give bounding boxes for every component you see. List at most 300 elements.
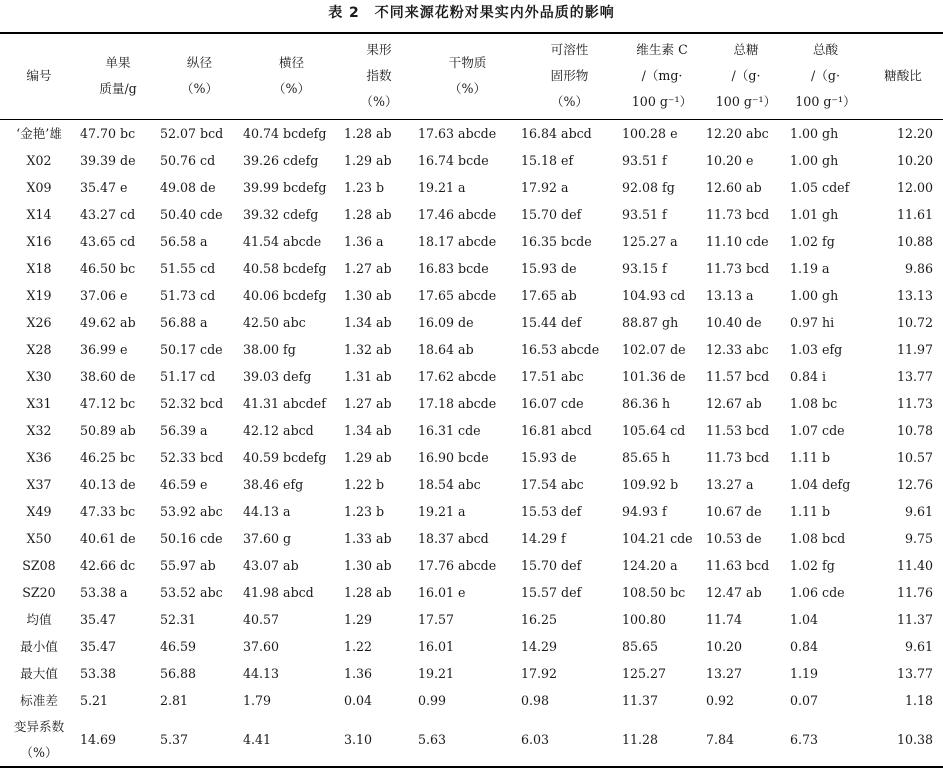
table-cell: 1.08 bcd bbox=[790, 530, 846, 546]
column-header bbox=[0, 33, 78, 119]
table-cell: 13.27 bbox=[706, 665, 743, 681]
table-cell: 18.37 abcd bbox=[418, 530, 489, 546]
table-cell: 4.41 bbox=[243, 731, 272, 747]
column-header bbox=[342, 33, 416, 119]
row-label-cell: 最小值 bbox=[20, 638, 58, 654]
table-cell: 40.13 de bbox=[80, 476, 136, 492]
table-cell: 35.47 bbox=[80, 611, 117, 627]
column-header-line: 100 g⁻¹） bbox=[715, 94, 777, 110]
row-label-cell: X36 bbox=[26, 449, 52, 465]
row-label-cell: SZ20 bbox=[22, 584, 56, 600]
table-cell: 0.92 bbox=[706, 692, 735, 708]
table-cell: 36.99 e bbox=[80, 341, 128, 357]
table-cell: 11.37 bbox=[896, 611, 933, 627]
row-label-cell: X32 bbox=[26, 422, 52, 438]
table-cell: 10.78 bbox=[896, 422, 933, 438]
column-header-line: （%） bbox=[180, 81, 219, 97]
column-header-line: /（g· bbox=[731, 68, 761, 84]
column-header-line: （%） bbox=[448, 81, 487, 97]
table-cell: 93.15 f bbox=[622, 260, 667, 276]
table-row bbox=[0, 498, 943, 525]
table-cell: 1.23 b bbox=[344, 179, 385, 195]
table-cell: 1.33 ab bbox=[344, 530, 392, 546]
table-cell: 1.30 ab bbox=[344, 287, 392, 303]
table-cell: 1.30 ab bbox=[344, 557, 392, 573]
table-row bbox=[0, 444, 943, 471]
table-cell: 1.11 b bbox=[790, 449, 831, 465]
table-cell: 12.47 ab bbox=[706, 584, 762, 600]
table-cell: 1.00 gh bbox=[790, 125, 839, 141]
table-cell: 37.60 g bbox=[243, 530, 292, 546]
table-cell: 50.40 cde bbox=[160, 206, 223, 222]
table-cell: 16.74 bcde bbox=[418, 152, 489, 168]
table-cell: 53.38 bbox=[80, 665, 117, 681]
table-cell: 2.81 bbox=[160, 692, 189, 708]
table-cell: 1.31 ab bbox=[344, 368, 392, 384]
table-cell: 85.65 h bbox=[622, 449, 671, 465]
row-label-cell: 均值 bbox=[26, 611, 52, 627]
table-cell: 39.99 bcdefg bbox=[243, 179, 327, 195]
table-cell: 13.27 a bbox=[706, 476, 754, 492]
table-cell: 40.59 bcdefg bbox=[243, 449, 327, 465]
table-cell: 109.92 b bbox=[622, 476, 679, 492]
table-cell: 108.50 bc bbox=[622, 584, 686, 600]
column-header bbox=[788, 33, 863, 119]
table-cell: 16.01 bbox=[418, 638, 455, 654]
table-cell: 12.20 bbox=[896, 125, 933, 141]
table-cell: 0.98 bbox=[521, 692, 550, 708]
table-cell: 51.73 cd bbox=[160, 287, 216, 303]
table-cell: 93.51 f bbox=[622, 152, 667, 168]
table-row bbox=[0, 633, 943, 660]
table-cell: 1.29 ab bbox=[344, 449, 392, 465]
column-header bbox=[241, 33, 342, 119]
table-cell: 52.31 bbox=[160, 611, 197, 627]
table-cell: 1.06 cde bbox=[790, 584, 845, 600]
row-label-cell: X37 bbox=[26, 476, 52, 492]
column-header-line: 维生素 C bbox=[636, 42, 688, 58]
table-cell: 15.44 def bbox=[521, 314, 582, 330]
table-cell: 49.62 ab bbox=[80, 314, 136, 330]
table-cell: 38.00 fg bbox=[243, 341, 296, 357]
table-cell: 39.32 cdefg bbox=[243, 206, 319, 222]
table-cell: 1.19 a bbox=[790, 260, 830, 276]
table-cell: 1.03 efg bbox=[790, 341, 843, 357]
table-cell: 1.07 cde bbox=[790, 422, 845, 438]
table-cell: 42.12 abcd bbox=[243, 422, 314, 438]
column-header bbox=[519, 33, 620, 119]
table-cell: 38.46 efg bbox=[243, 476, 304, 492]
table-cell: 44.13 a bbox=[243, 503, 291, 519]
table-cell: 17.76 abcde bbox=[418, 557, 497, 573]
table-cell: 16.01 e bbox=[418, 584, 466, 600]
table-cell: 15.93 de bbox=[521, 449, 577, 465]
column-header-line: 糖酸比 bbox=[884, 68, 922, 84]
table-cell: 19.21 bbox=[418, 665, 455, 681]
table-cell: 17.51 abc bbox=[521, 368, 584, 384]
table-cell: 41.98 abcd bbox=[243, 584, 314, 600]
table-cell: 13.77 bbox=[896, 665, 933, 681]
table-cell: 1.04 bbox=[790, 611, 819, 627]
table-body bbox=[0, 119, 943, 767]
table-cell: 18.54 abc bbox=[418, 476, 481, 492]
table-cell: 41.31 abcdef bbox=[243, 395, 326, 411]
table-cell: 16.35 bcde bbox=[521, 233, 592, 249]
table-cell: 9.86 bbox=[904, 260, 933, 276]
row-label-cell: ‘金艳’雄 bbox=[16, 125, 62, 141]
table-cell: 47.70 bc bbox=[80, 125, 136, 141]
column-header-line: （%） bbox=[360, 94, 398, 110]
table-cell: 16.81 abcd bbox=[521, 422, 592, 438]
table-cell: 15.93 de bbox=[521, 260, 577, 276]
table-cell: 50.17 cde bbox=[160, 341, 223, 357]
row-label-cell: X16 bbox=[26, 233, 52, 249]
table-cell: 46.25 bc bbox=[80, 449, 136, 465]
table-cell: 43.27 cd bbox=[80, 206, 136, 222]
table-cell: 1.05 cdef bbox=[790, 179, 850, 195]
table-cell: 37.60 bbox=[243, 638, 280, 654]
table-cell: 13.13 bbox=[896, 287, 933, 303]
table-cell: 5.63 bbox=[418, 731, 447, 747]
row-label-cell: X28 bbox=[26, 341, 52, 357]
table-cell: 12.33 abc bbox=[706, 341, 769, 357]
table-row bbox=[0, 147, 943, 174]
table-cell: 10.57 bbox=[896, 449, 933, 465]
table-cell: 55.97 ab bbox=[160, 557, 216, 573]
table-cell: 1.08 bc bbox=[790, 395, 838, 411]
table-cell: 43.07 ab bbox=[243, 557, 299, 573]
table-cell: 15.70 def bbox=[521, 557, 582, 573]
table-cell: 19.21 a bbox=[418, 503, 466, 519]
table-cell: 1.23 b bbox=[344, 503, 385, 519]
table-cell: 0.99 bbox=[418, 692, 447, 708]
column-header-line: 单果 bbox=[105, 55, 131, 71]
table-cell: 10.20 e bbox=[706, 152, 754, 168]
column-header-line: （%） bbox=[272, 81, 311, 97]
table-cell: 1.02 fg bbox=[790, 233, 835, 249]
table-cell: 42.50 abc bbox=[243, 314, 306, 330]
table-cell: 12.60 ab bbox=[706, 179, 762, 195]
row-label-cell: X50 bbox=[26, 530, 52, 546]
quality-data-table bbox=[0, 32, 943, 768]
table-cell: 11.73 bcd bbox=[706, 206, 770, 222]
table-cell: 1.79 bbox=[243, 692, 272, 708]
table-cell: 1.00 gh bbox=[790, 287, 839, 303]
column-header bbox=[78, 33, 158, 119]
table-cell: 15.57 def bbox=[521, 584, 582, 600]
table-cell: 11.74 bbox=[706, 611, 743, 627]
table-cell: 1.19 bbox=[790, 665, 819, 681]
table-cell: 37.06 e bbox=[80, 287, 128, 303]
table-cell: 16.25 bbox=[521, 611, 558, 627]
table-cell: 10.20 bbox=[896, 152, 933, 168]
table-cell: 17.92 a bbox=[521, 179, 569, 195]
table-cell: 93.51 f bbox=[622, 206, 667, 222]
row-label-cell: 最大值 bbox=[20, 665, 58, 681]
column-header-line: 纵径 bbox=[186, 55, 213, 71]
table-cell: 1.00 gh bbox=[790, 152, 839, 168]
table-cell: 16.90 bcde bbox=[418, 449, 489, 465]
table-cell: 56.58 a bbox=[160, 233, 208, 249]
table-cell: 125.27 a bbox=[622, 233, 678, 249]
table-cell: 42.66 dc bbox=[80, 557, 136, 573]
table-cell: 40.57 bbox=[243, 611, 280, 627]
table-cell: 10.53 de bbox=[706, 530, 762, 546]
table-cell: 53.52 abc bbox=[160, 584, 223, 600]
table-cell: 11.37 bbox=[622, 692, 659, 708]
table-cell: 16.53 abcde bbox=[521, 341, 600, 357]
table-cell: 14.29 f bbox=[521, 530, 566, 546]
table-cell: 17.57 bbox=[418, 611, 455, 627]
table-cell: 39.39 de bbox=[80, 152, 136, 168]
table-cell: 17.62 abcde bbox=[418, 368, 497, 384]
table-cell: 100.80 bbox=[622, 611, 667, 627]
table-cell: 17.63 abcde bbox=[418, 125, 497, 141]
table-cell: 52.07 bcd bbox=[160, 125, 224, 141]
table-cell: 10.67 de bbox=[706, 503, 762, 519]
table-row bbox=[0, 579, 943, 606]
table-cell: 0.84 i bbox=[790, 368, 827, 384]
table-cell: 5.37 bbox=[160, 731, 189, 747]
table-cell: 1.27 ab bbox=[344, 395, 392, 411]
table-cell: 101.36 de bbox=[622, 368, 686, 384]
table-cell: 12.00 bbox=[896, 179, 933, 195]
column-header-line: /（mg· bbox=[641, 68, 683, 84]
table-cell: 11.28 bbox=[622, 731, 659, 747]
column-header-line: 100 g⁻¹） bbox=[795, 94, 856, 110]
table-cell: 16.83 bcde bbox=[418, 260, 489, 276]
table-cell: 40.06 bcdefg bbox=[243, 287, 327, 303]
row-label-cell: X30 bbox=[26, 368, 52, 384]
table-cell: 46.50 bc bbox=[80, 260, 136, 276]
table-cell: 50.16 cde bbox=[160, 530, 223, 546]
table-cell: 11.10 cde bbox=[706, 233, 769, 249]
table-cell: 46.59 e bbox=[160, 476, 208, 492]
column-header bbox=[416, 33, 519, 119]
table-cell: 1.29 bbox=[344, 611, 373, 627]
column-header-line: 指数 bbox=[366, 68, 392, 84]
table-cell: 11.73 bbox=[896, 395, 933, 411]
table-cell: 47.12 bc bbox=[80, 395, 136, 411]
column-header-line: 总糖 bbox=[733, 42, 759, 58]
table-cell: 15.18 ef bbox=[521, 152, 574, 168]
column-header-line: 果形 bbox=[366, 42, 392, 58]
table-cell: 0.07 bbox=[790, 692, 819, 708]
table-cell: 17.18 abcde bbox=[418, 395, 497, 411]
table-row bbox=[0, 119, 943, 147]
table-cell: 35.47 e bbox=[80, 179, 128, 195]
column-header-line: （%） bbox=[550, 94, 589, 110]
table-cell: 47.33 bc bbox=[80, 503, 136, 519]
table-cell: 12.76 bbox=[896, 476, 933, 492]
table-row bbox=[0, 417, 943, 444]
table-cell: 15.53 def bbox=[521, 503, 582, 519]
table-cell: 12.67 ab bbox=[706, 395, 762, 411]
table-cell: 1.32 ab bbox=[344, 341, 392, 357]
table-cell: 1.22 bbox=[344, 638, 373, 654]
table-cell: 1.36 bbox=[344, 665, 373, 681]
table-cell: 124.20 a bbox=[622, 557, 678, 573]
table-cell: 1.28 ab bbox=[344, 584, 392, 600]
table-cell: 17.54 abc bbox=[521, 476, 584, 492]
table-cell: 39.03 defg bbox=[243, 368, 312, 384]
row-label-cell: X26 bbox=[26, 314, 52, 330]
table-cell: 50.89 ab bbox=[80, 422, 136, 438]
table-cell: 104.93 cd bbox=[622, 287, 686, 303]
table-cell: 6.73 bbox=[790, 731, 819, 747]
table-cell: 0.84 bbox=[790, 638, 819, 654]
table-row bbox=[0, 552, 943, 579]
table-cell: 1.18 bbox=[904, 692, 933, 708]
table-cell: 11.40 bbox=[896, 557, 933, 573]
table-cell: 9.61 bbox=[904, 503, 933, 519]
table-cell: 17.65 abcde bbox=[418, 287, 497, 303]
row-label-cell: X19 bbox=[26, 287, 52, 303]
table-row bbox=[0, 471, 943, 498]
row-label-cell: X02 bbox=[26, 152, 52, 168]
table-cell: 16.84 abcd bbox=[521, 125, 592, 141]
table-row bbox=[0, 201, 943, 228]
table-cell: 43.65 cd bbox=[80, 233, 136, 249]
column-header bbox=[620, 33, 704, 119]
table-header bbox=[0, 33, 943, 119]
table-cell: 16.09 de bbox=[418, 314, 474, 330]
row-label-cell: 标准差 bbox=[20, 692, 58, 708]
table-cell: 56.39 a bbox=[160, 422, 208, 438]
table-cell: 92.08 fg bbox=[622, 179, 675, 195]
table-cell: 12.20 abc bbox=[706, 125, 769, 141]
table-cell: 51.55 cd bbox=[160, 260, 216, 276]
column-header-line: 编号 bbox=[26, 68, 52, 84]
table-row bbox=[0, 363, 943, 390]
table-cell: 11.53 bcd bbox=[706, 422, 770, 438]
column-header-line: 100 g⁻¹） bbox=[631, 94, 693, 110]
table-cell: 10.72 bbox=[896, 314, 933, 330]
table-cell: 1.29 ab bbox=[344, 152, 392, 168]
table-cell: 49.08 de bbox=[160, 179, 216, 195]
table-cell: 1.11 b bbox=[790, 503, 831, 519]
column-header-line: 横径 bbox=[278, 55, 305, 71]
table-cell: 17.92 bbox=[521, 665, 558, 681]
table-cell: 11.76 bbox=[896, 584, 933, 600]
table-cell: 14.69 bbox=[80, 731, 117, 747]
column-header bbox=[704, 33, 788, 119]
table-cell: 16.31 cde bbox=[418, 422, 481, 438]
table-cell: 52.32 bcd bbox=[160, 395, 224, 411]
table-cell: 94.93 f bbox=[622, 503, 667, 519]
table-cell: 52.33 bcd bbox=[160, 449, 224, 465]
table-cell: 13.77 bbox=[896, 368, 933, 384]
table-cell: 5.21 bbox=[80, 692, 109, 708]
table-cell: 18.17 abcde bbox=[418, 233, 497, 249]
table-cell: 40.74 bcdefg bbox=[243, 125, 327, 141]
row-label-cell: X18 bbox=[26, 260, 52, 276]
table-cell: 11.73 bcd bbox=[706, 449, 770, 465]
table-cell: 9.61 bbox=[904, 638, 933, 654]
column-header-line: 固形物 bbox=[550, 68, 589, 84]
column-header-line: 可溶性 bbox=[550, 42, 589, 58]
table-cell: 10.38 bbox=[896, 731, 933, 747]
row-label-cell: X31 bbox=[26, 395, 52, 411]
table-cell: 15.70 def bbox=[521, 206, 582, 222]
table-cell: 17.65 ab bbox=[521, 287, 577, 303]
table-cell: 1.22 b bbox=[344, 476, 385, 492]
table-cell: 51.17 cd bbox=[160, 368, 216, 384]
table-cell: 11.57 bcd bbox=[706, 368, 770, 384]
table-cell: 10.88 bbox=[896, 233, 933, 249]
table-cell: 35.47 bbox=[80, 638, 117, 654]
table-cell: 11.73 bcd bbox=[706, 260, 770, 276]
row-label-line: （%） bbox=[20, 744, 58, 760]
table-cell: 85.65 bbox=[622, 638, 659, 654]
table-row bbox=[0, 174, 943, 201]
table-cell: 1.28 ab bbox=[344, 125, 392, 141]
column-header bbox=[158, 33, 241, 119]
table-row bbox=[0, 228, 943, 255]
table-row bbox=[0, 660, 943, 687]
table-row bbox=[0, 525, 943, 552]
table-cell: 1.01 gh bbox=[790, 206, 839, 222]
table-cell: 102.07 de bbox=[622, 341, 686, 357]
table-cell: 41.54 abcde bbox=[243, 233, 322, 249]
row-label-line: 变异系数 bbox=[13, 718, 65, 734]
table-row bbox=[0, 255, 943, 282]
row-label-cell: SZ08 bbox=[22, 557, 56, 573]
table-cell: 86.36 h bbox=[622, 395, 671, 411]
row-label-cell: X49 bbox=[26, 503, 52, 519]
table-cell: 56.88 bbox=[160, 665, 197, 681]
table-cell: 1.34 ab bbox=[344, 422, 392, 438]
table-cell: 11.63 bcd bbox=[706, 557, 770, 573]
row-label-cell: X14 bbox=[26, 206, 52, 222]
table-cell: 3.10 bbox=[344, 731, 373, 747]
table-cell: 10.40 de bbox=[706, 314, 762, 330]
table-cell: 46.59 bbox=[160, 638, 197, 654]
table-row bbox=[0, 336, 943, 363]
table-caption: 表 2 不同来源花粉对果实内外品质的影响 bbox=[328, 5, 615, 21]
table-cell: 0.97 hi bbox=[790, 314, 835, 330]
table-cell: 16.07 cde bbox=[521, 395, 584, 411]
column-header bbox=[863, 33, 943, 119]
table-cell: 1.04 defg bbox=[790, 476, 851, 492]
table-cell: 38.60 de bbox=[80, 368, 136, 384]
table-cell: 39.26 cdefg bbox=[243, 152, 319, 168]
table-cell: 44.13 bbox=[243, 665, 280, 681]
table-cell: 1.02 fg bbox=[790, 557, 835, 573]
table-cell: 1.36 a bbox=[344, 233, 384, 249]
table-row bbox=[0, 282, 943, 309]
table-cell: 88.87 gh bbox=[622, 314, 679, 330]
table-cell: 0.04 bbox=[344, 692, 373, 708]
table-cell: 17.46 abcde bbox=[418, 206, 497, 222]
table-cell: 56.88 a bbox=[160, 314, 208, 330]
table-row bbox=[0, 687, 943, 714]
header-row bbox=[0, 33, 943, 119]
column-header-line: /（g· bbox=[811, 68, 840, 84]
table-cell: 125.27 bbox=[622, 665, 667, 681]
table-cell: 53.92 abc bbox=[160, 503, 223, 519]
table-cell: 7.84 bbox=[706, 731, 735, 747]
table-cell: 40.58 bcdefg bbox=[243, 260, 327, 276]
table-row bbox=[0, 606, 943, 633]
table-cell: 104.21 cde bbox=[622, 530, 693, 546]
table-cell: 11.61 bbox=[896, 206, 933, 222]
column-header-line: 质量/g bbox=[99, 81, 137, 97]
table-cell: 13.13 a bbox=[706, 287, 754, 303]
table-cell: 100.28 e bbox=[622, 125, 678, 141]
table-cell: 53.38 a bbox=[80, 584, 128, 600]
table-cell: 40.61 de bbox=[80, 530, 136, 546]
